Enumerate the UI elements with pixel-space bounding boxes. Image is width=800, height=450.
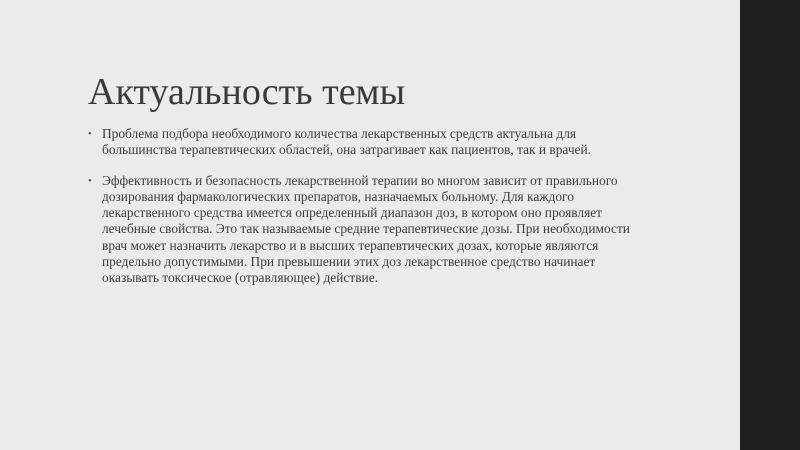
bullet-list: [88, 126, 648, 301]
bullet-dot-icon: •: [88, 174, 92, 187]
slide-title: Актуальность темы: [88, 71, 406, 113]
bullet-text: Эффективность и безопасность лекарственной терапии во многом зависит от правильного дозирования фармакологических препаратов, назначаемых больному. Для каждого лекарственного средства имеется определенный диапазон доз, в котором оно проявляет лечебные свойства. Это так называемые средние терапевтические дозы. При необходимости врач может назначить лекарство и в высших терапевтических дозах, которые являются предельно допустимыми. При превышении этих доз лекарственное средство начинает оказывать токсическое (отравляющее) действие.: [102, 172, 630, 286]
bullet-text: Проблема подбора необходимого количества лекарственных средств актуальна для большинства терапевтических областей, она затрагивает как пациентов, так и врачей.: [102, 126, 592, 158]
bullet-dot-icon: •: [88, 128, 92, 140]
side-bar: [740, 0, 800, 450]
bullet-item: [88, 173, 648, 287]
bullet-item: [88, 126, 648, 159]
